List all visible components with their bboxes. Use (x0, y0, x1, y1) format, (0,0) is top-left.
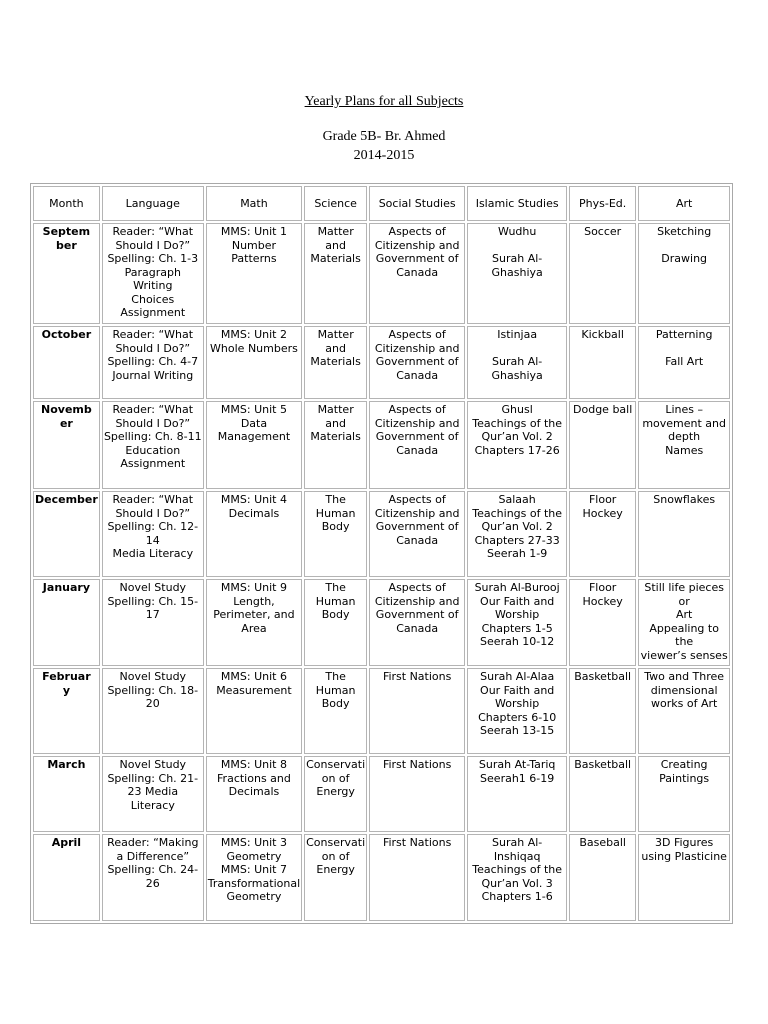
col-header-phys-ed: Phys-Ed. (569, 186, 636, 221)
yearly-plan-table (30, 183, 733, 924)
art-cell: Creating Paintings (638, 756, 730, 832)
month-cell: Septem ber (33, 223, 100, 324)
language-cell: Reader: “What Should I Do?” Spelling: Ch. 12- 14 Media Literacy (102, 491, 204, 577)
math-cell: MMS: Unit 4 Decimals (206, 491, 302, 577)
science-cell: Conservati on of Energy (304, 834, 367, 921)
art-cell: 3D Figures using Plasticine (638, 834, 730, 921)
phys-ed-cell: Kickball (569, 326, 636, 399)
table-row (33, 834, 730, 921)
phys-ed-cell: Basketball (569, 668, 636, 754)
art-cell: Sketching Drawing (638, 223, 730, 324)
social-studies-cell: Aspects of Citizenship and Government of Canada (369, 401, 465, 489)
grade-teacher: Grade 5B- Br. Ahmed (322, 129, 446, 144)
phys-ed-cell: Baseball (569, 834, 636, 921)
art-cell: Snowflakes (638, 491, 730, 577)
islamic-studies-cell: Ghusl Teachings of the Qur’an Vol. 2 Chapters 17-26 (467, 401, 567, 489)
table-row (33, 326, 730, 399)
table-row (33, 491, 730, 577)
col-header-art: Art (638, 186, 730, 221)
social-studies-cell: First Nations (369, 756, 465, 832)
month-cell: April (33, 834, 100, 921)
school-year: 2014-2015 (353, 148, 415, 163)
col-header-science: Science (304, 186, 367, 221)
month-cell: Februar y (33, 668, 100, 754)
table-row (33, 668, 730, 754)
language-cell: Reader: “What Should I Do?” Spelling: Ch. 1-3 Paragraph Writing Choices Assignment (102, 223, 204, 324)
header-row (33, 186, 730, 221)
phys-ed-cell: Floor Hockey (569, 579, 636, 666)
art-cell: Patterning Fall Art (638, 326, 730, 399)
document-title: Yearly Plans for all Subjects (304, 94, 464, 109)
col-header-social-studies: Social Studies (369, 186, 465, 221)
social-studies-cell: First Nations (369, 668, 465, 754)
math-cell: MMS: Unit 5 Data Management (206, 401, 302, 489)
social-studies-cell: First Nations (369, 834, 465, 921)
language-cell: Novel Study Spelling: Ch. 18- 20 (102, 668, 204, 754)
science-cell: The Human Body (304, 491, 367, 577)
language-cell: Novel Study Spelling: Ch. 15- 17 (102, 579, 204, 666)
phys-ed-cell: Basketball (569, 756, 636, 832)
social-studies-cell: Aspects of Citizenship and Government of Canada (369, 326, 465, 399)
science-cell: Matter and Materials (304, 223, 367, 324)
month-cell: January (33, 579, 100, 666)
art-cell: Still life pieces or Art Appealing to the viewer’s senses (638, 579, 730, 666)
science-cell: Conservati on of Energy (304, 756, 367, 832)
language-cell: Novel Study Spelling: Ch. 21- 23 Media Literacy (102, 756, 204, 832)
social-studies-cell: Aspects of Citizenship and Government of Canada (369, 223, 465, 324)
phys-ed-cell: Floor Hockey (569, 491, 636, 577)
math-cell: MMS: Unit 9 Length, Perimeter, and Area (206, 579, 302, 666)
month-cell: October (33, 326, 100, 399)
math-cell: MMS: Unit 1 Number Patterns (206, 223, 302, 324)
islamic-studies-cell: Surah Al-Inshiqaq Teachings of the Qur’an Vol. 3 Chapters 1-6 (467, 834, 567, 921)
islamic-studies-cell: Istinjaa Surah Al- Ghashiya (467, 326, 567, 399)
col-header-islamic-studies: Islamic Studies (467, 186, 567, 221)
table-row (33, 223, 730, 324)
science-cell: Matter and Materials (304, 326, 367, 399)
islamic-studies-cell: Surah Al-Burooj Our Faith and Worship Chapters 1-5 Seerah 10-12 (467, 579, 567, 666)
science-cell: The Human Body (304, 668, 367, 754)
month-cell: March (33, 756, 100, 832)
table-row (33, 401, 730, 489)
math-cell: MMS: Unit 3 Geometry MMS: Unit 7 Transformational Geometry (206, 834, 302, 921)
table-row (33, 756, 730, 832)
col-header-language: Language (102, 186, 204, 221)
math-cell: MMS: Unit 8 Fractions and Decimals (206, 756, 302, 832)
art-cell: Two and Three dimensional works of Art (638, 668, 730, 754)
month-cell: December (33, 491, 100, 577)
art-cell: Lines – movement and depth Names (638, 401, 730, 489)
social-studies-cell: Aspects of Citizenship and Government of Canada (369, 579, 465, 666)
col-header-math: Math (206, 186, 302, 221)
social-studies-cell: Aspects of Citizenship and Government of Canada (369, 491, 465, 577)
language-cell: Reader: “What Should I Do?” Spelling: Ch. 8-11 Education Assignment (102, 401, 204, 489)
table-row (33, 579, 730, 666)
islamic-studies-cell: Surah At-Tariq Seerah1 6-19 (467, 756, 567, 832)
islamic-studies-cell: Wudhu Surah Al- Ghashiya (467, 223, 567, 324)
islamic-studies-cell: Surah Al-Alaa Our Faith and Worship Chapters 6-10 Seerah 13-15 (467, 668, 567, 754)
islamic-studies-cell: Salaah Teachings of the Qur’an Vol. 2 Chapters 27-33 Seerah 1-9 (467, 491, 567, 577)
col-header-month: Month (33, 186, 100, 221)
phys-ed-cell: Dodge ball (569, 401, 636, 489)
month-cell: Novemb er (33, 401, 100, 489)
phys-ed-cell: Soccer (569, 223, 636, 324)
language-cell: Reader: “Making a Difference” Spelling: Ch. 24- 26 (102, 834, 204, 921)
language-cell: Reader: “What Should I Do?” Spelling: Ch. 4-7 Journal Writing (102, 326, 204, 399)
math-cell: MMS: Unit 2 Whole Numbers (206, 326, 302, 399)
science-cell: Matter and Materials (304, 401, 367, 489)
math-cell: MMS: Unit 6 Measurement (206, 668, 302, 754)
science-cell: The Human Body (304, 579, 367, 666)
